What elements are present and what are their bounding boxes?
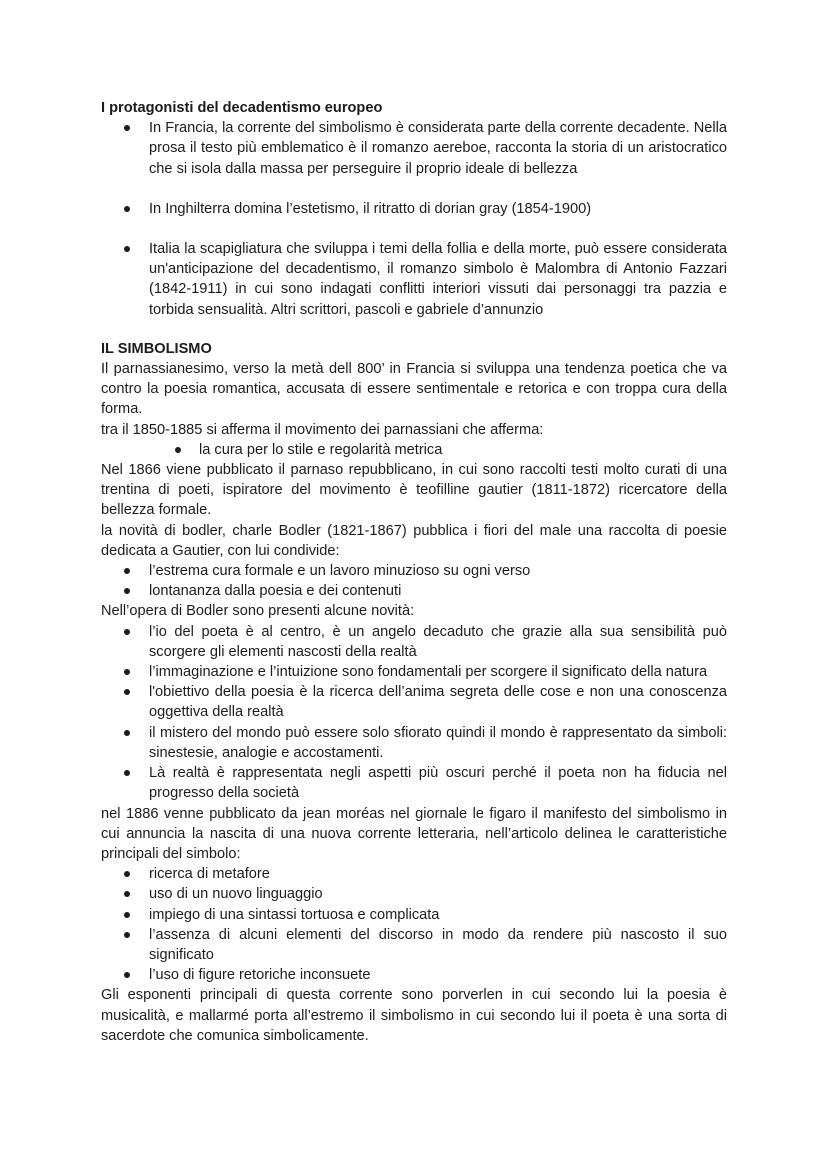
spacer xyxy=(101,320,727,339)
document-page xyxy=(101,98,727,1046)
novita-list xyxy=(101,622,727,804)
list-item: l’assenza di alcuni elementi del discorso in modo da rendere più nascosto il suo significato xyxy=(101,925,727,965)
paragraph-parnassianesimo: Il parnassianesimo, verso la metà dell 800’ in Francia si sviluppa una tendenza poetica che va contro la poesia romantica, accusata di essere sentimentale e retorica e con troppa cura della forma. xyxy=(101,361,727,418)
list-item: Là realtà è rappresentata negli aspetti più oscuri perché il poeta non ha fiducia nel progresso della società xyxy=(101,763,727,803)
parnassiani-list xyxy=(101,440,727,460)
list-item: lontananza dalla poesia e dei contenuti xyxy=(101,581,727,601)
paragraph-bodler: la novità di bodler, charle Bodler (1821-1867) pubblica i fiori del male una raccolta di poesie dedicata a Gautier, con lui condivide: xyxy=(101,522,727,559)
list-item: impiego di una sintassi tortuosa e complicata xyxy=(101,905,727,925)
paragraph-parnassiani: tra il 1850-1885 si afferma il movimento dei parnassiani che afferma: xyxy=(101,421,544,438)
list-item: l'obiettivo della poesia è la ricerca dell’anima segreta delle cose e non una conoscenza oggettiva della realtà xyxy=(101,682,727,722)
list-item: l’immaginazione e l’intuizione sono fondamentali per scorgere il significato della natura xyxy=(101,662,727,682)
paragraph-parnaso: Nel 1866 viene pubblicato il parnaso repubblicano, in cui sono raccolti testi molto curati di una trentina di poeti, ispiratore del movimento è teofilline gautier (1811-1872) ricercatore della bellezza formale. xyxy=(101,462,727,519)
list-item: l’io del poeta è al centro, è un angelo decaduto che grazie alla sua sensibilità può scorgere gli elementi nascosti della realtà xyxy=(101,622,727,662)
paragraph-esponenti: Gli esponenti principali di questa corrente sono porverlen in cui secondo lui la poesia è musicalità, e mallarmé porta all’estremo il simbolismo in cui secondo lui il poeta è una sorta di sacerdote che comunica simbolicamente. xyxy=(101,987,727,1044)
bodler-shared-list xyxy=(101,561,727,601)
list-item: il mistero del mondo può essere solo sfiorato quindi il mondo è rappresentato da simboli: sinestesie, analogie e accostamenti. xyxy=(101,723,727,763)
simbolo-characteristics-list xyxy=(101,864,727,985)
paragraph-manifesto: nel 1886 venne pubblicato da jean moréas nel giornale le figaro il manifesto del simbolismo in cui annuncia la nascita di una nuova corrente letteraria, nell’articolo delinea le caratteristiche principali del simbolo: xyxy=(101,805,727,862)
section-heading-simbolismo: IL SIMBOLISMO xyxy=(101,340,212,357)
list-item: l’uso di figure retoriche inconsuete xyxy=(101,965,727,985)
list-item: Italia la scapigliatura che sviluppa i temi della follia e della morte, può essere considerata un'anticipazione del decadentismo, il romanzo simbolo è Malombra di Antonio Fazzari (1842-1911) in cui sono indagati conflitti interiori vissuti dai personaggi tra pazzia e torbida sensualità. Altri scrittori, pascoli e gabriele d’annunzio xyxy=(101,239,727,320)
list-item: la cura per lo stile e regolarità metrica xyxy=(101,440,727,460)
list-item: uso di un nuovo linguaggio xyxy=(101,884,727,904)
protagonisti-list xyxy=(101,118,727,320)
list-item: l’estrema cura formale e un lavoro minuzioso su ogni verso xyxy=(101,561,727,581)
paragraph-novita: Nell’opera di Bodler sono presenti alcune novità: xyxy=(101,603,415,620)
list-item: In Inghilterra domina l’estetismo, il ritratto di dorian gray (1854-1900) xyxy=(101,199,727,219)
list-item: In Francia, la corrente del simbolismo è considerata parte della corrente decadente. Nella prosa il testo più emblematico è il romanzo aereboe, racconta la storia di un aristocratico che si isola dalla massa per perseguire il proprio ideale di bellezza xyxy=(101,118,727,179)
list-item: ricerca di metafore xyxy=(101,864,727,884)
section-heading-protagonisti: I protagonisti del decadentismo europeo xyxy=(101,100,383,116)
